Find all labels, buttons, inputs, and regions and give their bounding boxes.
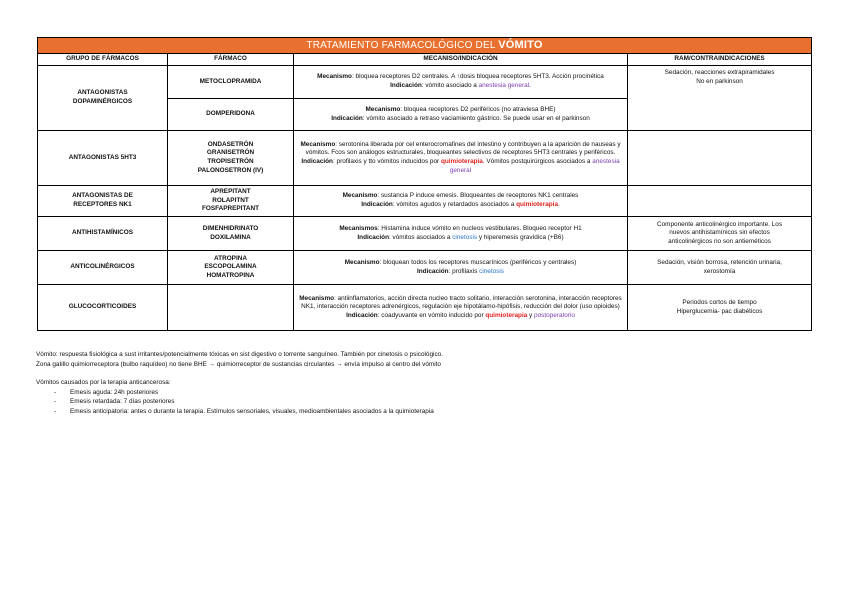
- ind-text: : vómito asociado a retraso vaciamiento gástrico. Se puede usar en el parkinson: [362, 114, 590, 122]
- ind-text: : vómitos asociados a: [389, 233, 453, 241]
- group-line: DOPAMINÉRGICOS: [72, 98, 133, 105]
- mechanism-cell: [294, 285, 628, 331]
- ram-line: Sedación, reacciones extrapiramidales: [664, 69, 775, 76]
- header-ram: RAM/CONTRAINDICACIONES: [628, 54, 812, 66]
- header-row: [38, 54, 812, 66]
- mech-label: Mecanismo: [299, 294, 335, 302]
- ind-label: Indicación: [301, 158, 333, 165]
- drug-line: ROLAPITNT: [212, 196, 249, 204]
- header-drug: FÁRMACO: [168, 54, 294, 66]
- mechanism-cell: [294, 131, 628, 186]
- header-mechanism: MECANISO/INDICACIÓN: [294, 54, 628, 66]
- drug-cell: METOCLOPRAMIDA: [168, 66, 294, 99]
- ind-highlight: quimioterapia: [440, 158, 483, 165]
- drug-line: ONDASETRÓN: [207, 140, 254, 148]
- ram-cell: [628, 186, 812, 217]
- mechanism-cell: [294, 251, 628, 285]
- table-row: [38, 251, 812, 285]
- title-prefix: TRATAMIENTO FARMACOLÓGICO DEL: [306, 40, 499, 51]
- ind-text: : vómito asociado a: [421, 82, 479, 89]
- table-row: [38, 186, 812, 217]
- table-row: [38, 66, 812, 99]
- group-line: RECEPTORES NK1: [73, 201, 132, 208]
- mechanism-cell: [294, 66, 628, 99]
- ind-highlight: quimioterapia: [485, 311, 528, 319]
- drug-cell: [168, 285, 294, 331]
- group-cell: ANTIHISTAMÍNICOS: [38, 217, 168, 251]
- group-cell: [38, 66, 168, 131]
- drug-cell: [168, 217, 294, 251]
- ram-line: Componente anticolinérgico importante. Los: [656, 220, 783, 228]
- mech-text: : bloquea receptores D2 centrales. A ↑dosis bloquea receptores 5HT3. Acción procinética: [351, 73, 604, 81]
- list-item: - Emesis retardada: 7 días posteriores: [54, 397, 816, 407]
- drug-line: ESCOPOLAMINA: [204, 263, 257, 271]
- mech-text: : sustancia P induce emesis. Bloqueantes de receptores NK1 centrales: [377, 192, 579, 200]
- mech-text: : bloquea receptores D2 periféricos (no atraviesa BHE): [400, 105, 556, 113]
- title-emphasis: VÓMITO: [498, 39, 543, 51]
- ind-highlight: cinetosis: [479, 267, 505, 275]
- list-item: - Emesis aguda: 24h posteriores: [54, 388, 816, 398]
- ind-mid: . Vómitos postquirúrgicos asociados a: [482, 158, 593, 165]
- ram-line: Hiperglucemia- pac diabéticos: [676, 307, 763, 315]
- ram-cell: [628, 217, 812, 251]
- mechanism-cell: [294, 186, 628, 217]
- mech-text: : bloquean todos los receptores muscarínicos (periféricos y centrales): [379, 258, 577, 266]
- ram-line: xerostomía: [703, 267, 736, 275]
- group-line: ANTAGONISTAS: [77, 89, 128, 97]
- ram-line: Periodos cortos de tiempo: [682, 298, 757, 306]
- ind-end: .: [558, 201, 560, 208]
- mechanism-cell: [294, 217, 628, 251]
- group-cell: ANTICOLINÉRGICOS: [38, 251, 168, 285]
- ind-label: Indicación: [361, 201, 393, 208]
- note-trigger-zone: Zona gatillo quimiorreceptora (bulbo raquídeo) no tiene BHE → quimiorreceptor de sustancias circulantes → envía impulso al centro del vómito: [36, 360, 441, 368]
- ind-highlight: cinetosis: [452, 233, 478, 241]
- ind-highlight: anestesia general: [478, 82, 530, 89]
- ind-highlight: anestesia general: [449, 158, 620, 174]
- drug-line: ATROPINA: [214, 254, 247, 262]
- causes-title: Vómitos causados por la terapia anticancerosa:: [36, 379, 171, 387]
- ram-line: nuevos antihistamínicos sin efectos: [669, 229, 770, 237]
- title-row: [38, 38, 812, 54]
- mech-text: : antiinflamatorios, acción directa nucleo tracto solitario, interacción serotonina, interacción receptores NK1, interacción receptores adrenérgicos, regulación eje hipotálamo-hipófisis, reducción del dolor (uso opioides): [301, 294, 622, 311]
- mechanism-cell: [294, 99, 628, 131]
- mech-label: Mecanismo: [344, 258, 380, 266]
- drug-line: TROPISETRÓN: [207, 158, 254, 165]
- ram-cell: [628, 285, 812, 331]
- drug-line: PALONOSETRON (IV): [197, 166, 264, 174]
- ram-line: No en parkinson: [696, 77, 743, 85]
- drug-cell: DOMPERIDONA: [168, 99, 294, 131]
- ind-text: : vómitos agudos y retardados asociados a: [392, 201, 517, 208]
- table-row: [38, 217, 812, 251]
- ind-label: Indicación: [390, 82, 422, 89]
- treatment-table: [37, 37, 812, 331]
- drug-cell: [168, 186, 294, 217]
- ind-highlight: quimioterapia: [516, 201, 558, 208]
- ind-text: : profilaxis y tto vómitos inducidos por: [332, 158, 441, 165]
- ram-cell: [628, 131, 812, 186]
- mech-label: Mecanismo: [342, 192, 378, 200]
- ram-line: Sedación, visión borrosa, retención urinaria,: [657, 258, 782, 266]
- ind-end: .: [529, 82, 531, 89]
- ind-label: Indicación: [331, 114, 363, 122]
- mech-label: Mecanismos: [339, 224, 378, 232]
- ind-label: Indicación: [346, 311, 378, 319]
- drug-line: HOMATROPINA: [206, 271, 255, 279]
- group-cell: ANTAGONISTAS 5HT3: [38, 131, 168, 186]
- mech-label: Mecanismo: [365, 105, 401, 113]
- ind-end: y hiperemesis gravídica (+B6): [477, 233, 564, 241]
- ind-label: Indicación: [357, 233, 389, 241]
- ram-cell: [628, 251, 812, 285]
- drug-line: GRANISETRÓN: [206, 149, 255, 157]
- table-title: [38, 38, 812, 54]
- table-row: [38, 131, 812, 186]
- drug-line: APREPITANT: [210, 188, 251, 196]
- mech-text: : Histamina induce vómito en nucleos vestibulares. Bloqueo receptor H1: [377, 224, 582, 232]
- ind-mid: y: [527, 311, 535, 319]
- mech-label: Mecanismo: [300, 140, 336, 148]
- ind-label: Indicación: [416, 267, 449, 275]
- ind-text: : profilaxis: [448, 267, 480, 275]
- drug-cell: [168, 251, 294, 285]
- group-cell: GLUCOCORTICOIDES: [38, 285, 168, 331]
- note-vomit-definition: Vómito: respuesta fisiológica a sust irritantes/potencialmente tóxicas en sist digestivo o torrente sanguíneo. También por cinetosis o psicológico.: [36, 351, 443, 358]
- ind-highlight: postoperatorio: [534, 311, 575, 319]
- ram-cell: [628, 66, 812, 131]
- notes-section: [36, 350, 816, 417]
- drug-line: FOSFAPREPITANT: [201, 205, 260, 213]
- table-row: [38, 285, 812, 331]
- mech-text: : serotonina liberada por cel enterocromafines del intestino y contribuyen a la aparición de nauseas y vómitos. Fcos son análogos estructurales, bloqueantes selectivos de receptores 5HT3 centrales y periféricos.: [305, 140, 621, 157]
- ram-line: anticolinérgicos no son antieméticos: [668, 237, 771, 245]
- header-group: GRUPO DE FÁRMACOS: [38, 54, 168, 66]
- group-cell: [38, 186, 168, 217]
- group-line: ANTAGONISTAS DE: [72, 192, 133, 200]
- drug-line: DOXILAMINA: [210, 233, 251, 241]
- drug-cell: [168, 131, 294, 186]
- drug-line: DIMENHIDRINATO: [202, 224, 259, 232]
- list-item: - Emesis anticipatoria: antes o durante la terapia. Estímulos sensoriales, visuales, medioambientales asociados a la quimioterapia: [54, 407, 816, 417]
- mech-label: Mecanismo: [317, 73, 352, 81]
- causes-list: [36, 388, 816, 417]
- ind-text: : coadyuvante en vómito inducido por: [377, 311, 486, 319]
